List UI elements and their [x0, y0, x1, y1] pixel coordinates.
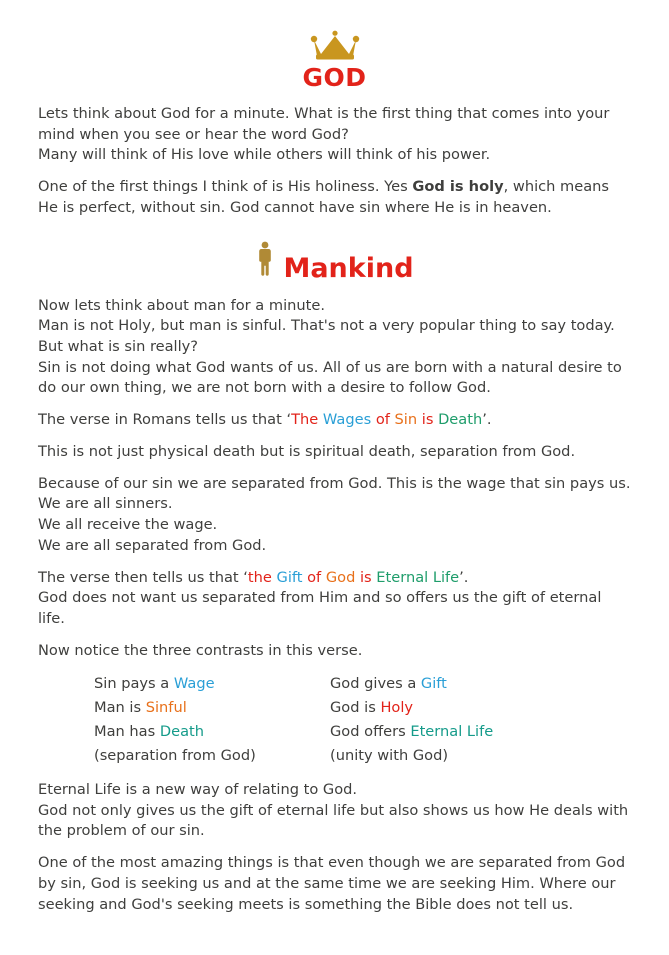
phrase-word: God	[325, 568, 360, 586]
text-run: , which means He is perfect, without sin. God cannot have sin where He is in heaven.	[38, 178, 610, 216]
text-line: We all receive the wage.	[38, 516, 218, 534]
heading-mankind-title: Mankind	[283, 252, 414, 284]
phrase-word: Death	[438, 411, 483, 429]
paragraph-mankind-3	[38, 442, 631, 463]
phrase-word: Sin	[394, 411, 422, 429]
text-run: God offers	[330, 723, 411, 741]
text-line: Many will think of His love while others will think of his power.	[38, 146, 491, 164]
contrast-left-cell	[38, 720, 330, 744]
paragraph-gift-of-god	[38, 568, 631, 630]
text-run: Man is	[94, 699, 146, 717]
text-line: God not only gives us the gift of eternal life but also shows us how He deals with the problem of our sin.	[38, 801, 629, 840]
text-run: God gives a	[330, 675, 421, 693]
section-heading-mankind	[38, 241, 631, 284]
text-run: The verse then tells us that ‘	[38, 568, 248, 586]
text-run: The verse in Romans tells us that ‘	[38, 411, 292, 429]
section-heading-god	[38, 30, 631, 90]
text-line: Sin is not doing what God wants of us. All of us are born with a natural desire to do our own thing, we are not born with a desire to follow God.	[38, 358, 622, 397]
text-line: Now notice the three contrasts in this verse.	[38, 641, 363, 659]
text-run: One of the first things I think of is His holiness. Yes	[38, 178, 413, 196]
text-line: Because of our sin we are separated from God. This is the wage that sin pays us.	[38, 474, 631, 492]
contrast-table	[38, 672, 630, 768]
text-run: Sin pays a	[94, 675, 174, 693]
text-line-composite	[38, 568, 631, 589]
text-line: We are all separated from God.	[38, 536, 267, 554]
keyword-gift: Gift	[420, 675, 447, 693]
text-line: One of the most amazing things is that even though we are separated from God by sin, God is seeking us and at the same time we are seeking Him. Where our seeking and God's seeking meets is something the Bible does not tell us.	[38, 854, 626, 913]
table-row	[38, 672, 630, 696]
table-row	[38, 696, 630, 720]
keyword-death: Death	[159, 723, 204, 741]
paragraph-closing-1	[38, 780, 631, 842]
text-line: Eternal Life is a new way of relating to God.	[38, 780, 358, 798]
phrase-word: The	[291, 411, 323, 429]
contrast-left-cell	[38, 696, 330, 720]
keyword-holy: Holy	[380, 699, 414, 717]
text-line: Now lets think about man for a minute.	[38, 296, 325, 314]
paragraph-god-2	[38, 177, 631, 218]
paragraph-mankind-1	[38, 296, 631, 400]
contrast-right-cell	[330, 696, 630, 720]
text-line: But what is sin really?	[38, 338, 199, 356]
crown-icon	[38, 30, 631, 63]
paragraph-god-1	[38, 104, 631, 166]
paragraph-three-contrasts-intro	[38, 641, 631, 662]
keyword-sinful: Sinful	[145, 699, 187, 717]
keyword-eternal-life: Eternal Life	[410, 723, 494, 741]
text-run: ’.	[482, 411, 492, 429]
contrast-right-cell	[330, 672, 630, 696]
heading-god-title: GOD	[302, 63, 367, 92]
table-row	[38, 720, 630, 744]
phrase-word: the	[247, 568, 277, 586]
keyword-wage: Wage	[173, 675, 215, 693]
standing-man-icon	[255, 241, 275, 280]
text-line: Man is not Holy, but man is sinful. That's not a very popular thing to say today.	[38, 317, 615, 335]
phrase-word: is	[359, 568, 377, 586]
contrast-right-cell	[330, 720, 630, 744]
contrast-left-note: (separation from God)	[94, 747, 256, 765]
contrast-left-cell	[38, 672, 330, 696]
text-run: God is	[330, 699, 381, 717]
phrase-word: of	[375, 411, 395, 429]
table-row	[38, 744, 630, 768]
phrase-word: of	[307, 568, 326, 586]
paragraph-mankind-4	[38, 474, 631, 557]
text-line: Lets think about God for a minute. What is the first thing that comes into your mind when you see or hear the word God?	[38, 105, 610, 143]
phrase-word: Wages	[322, 411, 376, 429]
paragraph-closing-2	[38, 853, 631, 915]
contrast-right-note: (unity with God)	[330, 747, 449, 765]
phrase-word: Gift	[276, 568, 308, 586]
phrase-word: is	[421, 411, 439, 429]
text-run: ’.	[459, 568, 469, 586]
emphasis-god-is-holy: God is holy	[412, 178, 504, 196]
text-run: Man has	[94, 723, 160, 741]
text-line: This is not just physical death but is spiritual death, separation from God.	[38, 442, 576, 460]
paragraph-wages-of-sin	[38, 410, 631, 431]
phrase-word: Eternal Life	[376, 568, 460, 586]
text-line: God does not want us separated from Him and so offers us the gift of eternal life.	[38, 589, 602, 627]
text-line: We are all sinners.	[38, 495, 173, 513]
